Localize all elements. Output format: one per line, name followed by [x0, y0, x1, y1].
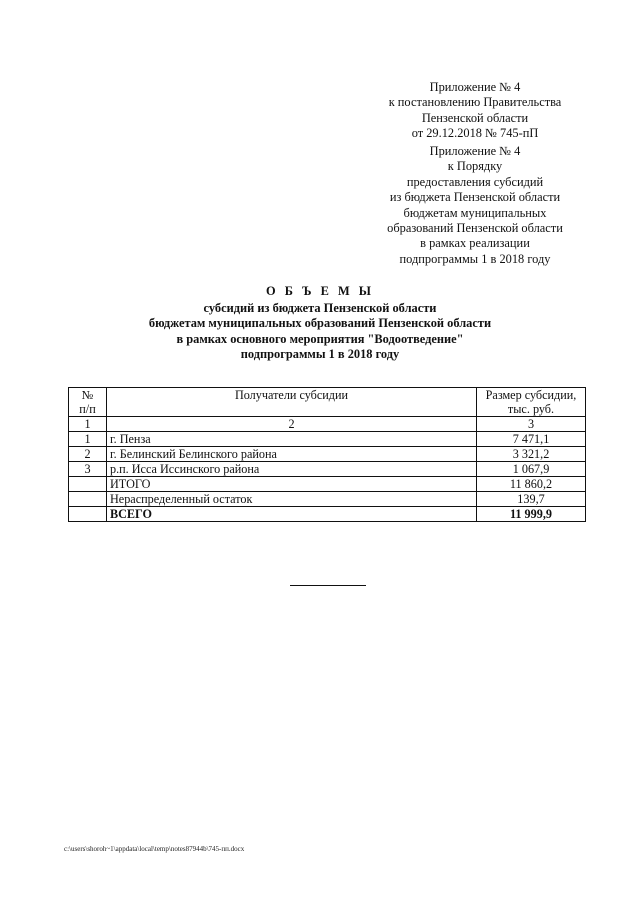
total-amount: 11 999,9 [477, 507, 586, 522]
index-cell: 1 [69, 417, 107, 432]
row-recipient: г. Белинский Белинского района [107, 447, 477, 462]
header-num: № п/п [69, 388, 107, 417]
appendix-1-line: Приложение № 4 [429, 80, 521, 94]
title-line: подпрограммы 1 в 2018 году [240, 347, 400, 362]
appendix-to-resolution [360, 80, 590, 142]
appendix-to-procedure [360, 144, 590, 267]
total-row [69, 507, 586, 522]
total-label: ВСЕГО [107, 507, 477, 522]
appendix-2-line: к Порядку [447, 159, 503, 174]
document-title: О Б Ъ Е М Ы [266, 284, 374, 298]
row-recipient: г. Пенза [107, 432, 477, 447]
appendix-2-line: предоставления субсидий [406, 174, 544, 189]
row-recipient: р.п. Исса Иссинского района [107, 462, 477, 477]
subtotal-amount: 11 860,2 [477, 477, 586, 492]
title-line: бюджетам муниципальных образований Пензенской области [148, 316, 492, 331]
appendix-2-line: Приложение № 4 [429, 144, 521, 158]
table-row [69, 432, 586, 447]
index-cell: 2 [107, 417, 477, 432]
empty-cell [69, 477, 107, 492]
document-title-block [0, 284, 640, 363]
remainder-label: Нераспределенный остаток [107, 492, 477, 507]
row-num: 2 [69, 447, 107, 462]
empty-cell [69, 492, 107, 507]
table-row [69, 462, 586, 477]
file-path-footer: c:\users\shoroh~1\appdata\local\temp\notes87944b\745-пп.docx [64, 845, 245, 853]
title-line: субсидий из бюджета Пензенской области [203, 300, 437, 315]
appendix-1-line: от 29.12.2018 № 745-пП [411, 126, 539, 141]
appendix-2-line: подпрограммы 1 в 2018 году [399, 251, 551, 266]
row-amount: 3 321,2 [477, 447, 586, 462]
appendix-2-line: образований Пензенской области [387, 221, 563, 236]
appendix-2-line: бюджетам муниципальных [403, 205, 547, 220]
appendix-2-line: в рамках реализации [420, 236, 530, 251]
row-amount: 7 471,1 [477, 432, 586, 447]
appendix-1-line: к постановлению Правительства [388, 95, 562, 110]
appendix-1-line: Пензенской области [421, 110, 529, 125]
title-line: в рамках основного мероприятия "Водоотведение" [176, 331, 464, 346]
subsidies-table [68, 387, 586, 522]
remainder-row [69, 492, 586, 507]
table-header-row [69, 388, 586, 417]
row-amount: 1 067,9 [477, 462, 586, 477]
subtotal-label: ИТОГО [107, 477, 477, 492]
appendix-2-line: из бюджета Пензенской области [389, 190, 561, 205]
remainder-amount: 139,7 [477, 492, 586, 507]
closing-divider-line [290, 585, 366, 586]
index-cell: 3 [477, 417, 586, 432]
header-amount: Размер субсидии, тыс. руб. [477, 388, 586, 417]
subtotal-row [69, 477, 586, 492]
row-num: 3 [69, 462, 107, 477]
header-recipients: Получатели субсидии [107, 388, 477, 417]
empty-cell [69, 507, 107, 522]
table-row [69, 447, 586, 462]
column-index-row [69, 417, 586, 432]
row-num: 1 [69, 432, 107, 447]
